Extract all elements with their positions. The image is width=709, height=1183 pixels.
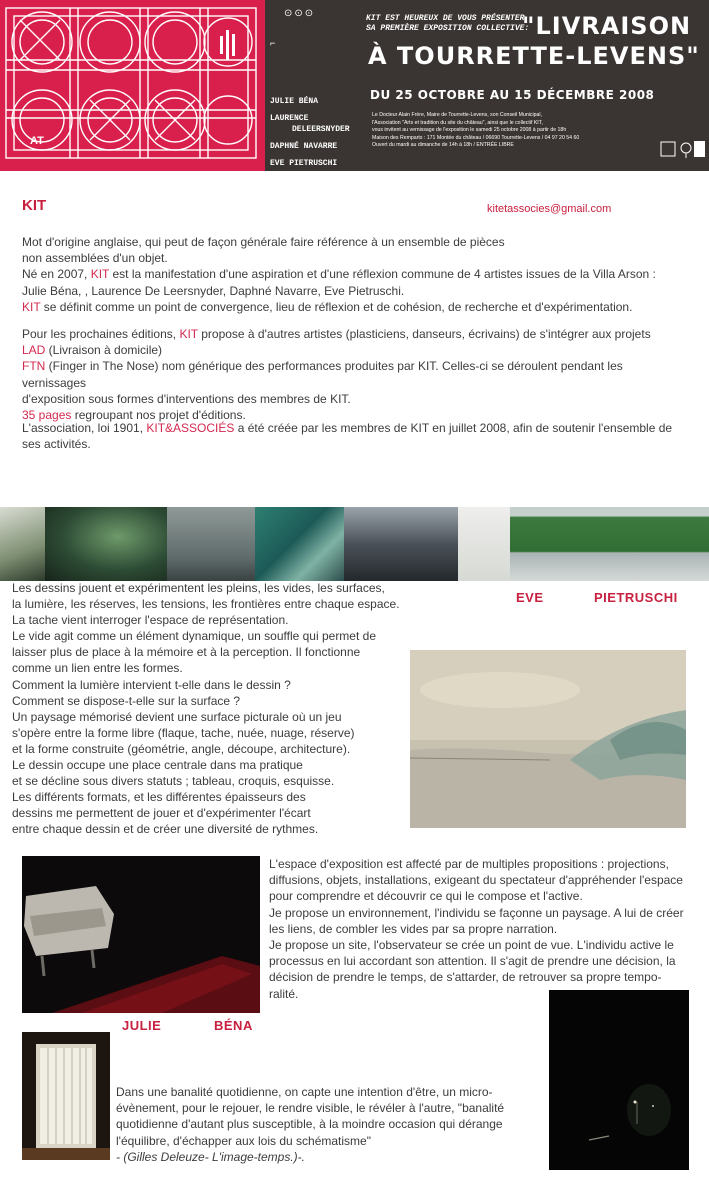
decorative-dots: ⊙⊙⊙ <box>284 8 316 19</box>
text-line: Dans une banalité quotidienne, on capte une intention d'être, un micro- <box>116 1085 493 1099</box>
invite-line: Maison des Remparts : 171 Montée du château / 06690 Tourrette-Levens / 04 97 20 54 60 <box>372 134 580 141</box>
kit-description <box>22 234 690 315</box>
logo-at-text: AT <box>30 135 44 147</box>
kit-title: KIT <box>22 197 47 214</box>
kit-association <box>22 420 690 452</box>
text-line: L'espace d'exposition est affecté par de multiples propositions : projections, <box>269 857 669 871</box>
text-line: Le vide agit comme un élément dynamique, un souffle qui permet de <box>12 629 376 644</box>
text: est la manifestation d'une aspiration et d'une réflexion commune de 4 artistes issues de la Villa Arson : <box>109 267 656 282</box>
strip-photo <box>167 507 255 581</box>
text-line: Je propose un site, l'observateur se crée un point de vue. L'individu active le <box>269 938 674 953</box>
text-line: ralité. <box>269 986 299 1001</box>
text-line: l'équilibre, d'échapper aux lois du schématisme" <box>116 1133 371 1148</box>
strip-photo <box>458 507 510 581</box>
text-line: dessins me permettent de jouer et d'expérimenter l'écart <box>12 806 311 821</box>
quote-source: - (Gilles Deleuze- L'image-temps.)-. <box>116 1149 306 1164</box>
exhibition-title-line1: "LIVRAISON <box>522 12 692 40</box>
text-line <box>22 326 690 342</box>
text-line: et la forme construite (géométrie, angle, découpe, architecture). <box>12 741 351 756</box>
text-line: Mot d'origine anglaise, qui peut de façon générale faire référence à un ensemble de pièces <box>22 235 505 249</box>
ftn-link[interactable]: FTN <box>22 359 46 374</box>
text-line: Les différents formats, et les différentes épaisseurs des <box>12 790 306 805</box>
strip-photo <box>344 507 458 581</box>
strip-photo <box>510 507 709 581</box>
text: Pour les prochaines éditions, <box>22 327 180 341</box>
julie-last-name: BÉNA <box>214 1018 253 1033</box>
text: propose à d'autres artistes (plasticiens, danseurs, écrivains) de s'intégrer aux projets <box>197 327 651 341</box>
text-line: Les dessins jouent et expérimentent les pleins, les vides, les surfaces, <box>12 581 385 595</box>
text-line: Je propose un environnement, l'individu se façonne un paysage. A lui de créer <box>269 905 684 920</box>
julie-night-photo <box>549 990 689 1170</box>
text-line: Un paysage mémorisé devient une surface picturale où un jeu <box>12 709 342 724</box>
corner-mark-icon: ⌐ <box>270 38 276 48</box>
exhibition-dates: DU 25 OCTOBRE AU 15 DÉCEMBRE 2008 <box>370 88 655 102</box>
text-line <box>22 420 690 436</box>
text-line: ses activités. <box>22 437 91 452</box>
text-line: d'exposition sous formes d'interventions des membres de KIT. <box>22 391 351 406</box>
kit-highlight: KIT <box>22 299 41 314</box>
intro-line: KIT EST HEUREUX DE VOUS PRÉSENTER <box>366 14 525 23</box>
kit-logo-panel <box>0 0 265 171</box>
artist-name: LAURENCE <box>270 114 309 123</box>
julie-statement <box>269 856 689 1002</box>
invite-line: l'Association "Arts et tradition du site du château", ainsi que le collectif KIT, <box>372 119 543 126</box>
eve-watercolor-painting <box>410 650 686 828</box>
text: (Livraison à domicile) <box>45 343 163 358</box>
text-line: décision de prendre le temps, de s'attarder, de retrouver sa propre tempo- <box>269 970 662 985</box>
intro-line: SA PREMIÈRE EXPOSITION COLLECTIVE: <box>366 24 530 33</box>
artist-name: JULIE BÉNA <box>270 97 319 106</box>
text-line: pour comprendre et découvrir ce qui le compose et l'active. <box>269 889 583 904</box>
exhibition-banner <box>0 0 709 171</box>
text: se définit comme un point de convergence, lieu de réflexion et de cohésion, de recherche et d'expérimentation. <box>40 299 633 314</box>
text-line: entre chaque dessin et de créer une diversité de rythmes. <box>12 822 319 837</box>
text-line: processus en lui accordant son attention. Il s'agit de prendre une décision, la <box>269 954 676 969</box>
text-line: Le dessin occupe une place centrale dans ma pratique <box>12 758 303 773</box>
text-line <box>22 358 690 390</box>
banner-intro <box>366 14 536 34</box>
artwork-photo-strip <box>0 507 709 581</box>
text: a été créée par les membres de KIT en juillet 2008, afin de soutenir l'ensemble de <box>234 421 673 435</box>
text-line <box>22 342 690 358</box>
julie-installation-photo <box>22 856 260 1013</box>
35-pages-link[interactable]: 35 pages <box>22 408 72 423</box>
text: (Finger in The Nose) nom générique des performances produites par KIT. Celles-ci se déroulent pendant les vernissages <box>22 359 623 390</box>
text: regroupant nos projet d'éditions. <box>71 408 246 423</box>
text-line: Comment se dispose-t-elle sur la surface ? <box>12 693 241 708</box>
kit-projects <box>22 326 690 423</box>
lad-link[interactable]: LAD <box>22 343 46 358</box>
text-line: la lumière, les réserves, les tensions, les frontières entre chaque espace. <box>12 597 400 612</box>
text-line: Comment la lumière intervient t-elle dans le dessin ? <box>12 677 291 692</box>
text-line: La tache vient interroger l'espace de représentation. <box>12 613 289 628</box>
kit-highlight: KIT <box>90 267 110 282</box>
julie-first-name: JULIE <box>122 1018 162 1033</box>
sponsor-logos <box>660 138 706 160</box>
text-line: non assemblées d'un objet. <box>22 251 168 266</box>
invite-line: vous invitent au vernissage de l'exposition le samedi 25 octobre 2008 à partir de 18h <box>372 127 567 134</box>
artist-name: DAPHNÉ NAVARRE <box>270 142 338 151</box>
text-line: comme un lien entre les formes. <box>12 661 183 676</box>
invite-line: Le Docteur Alain Frère, Maire de Tourrette-Levens, son Conseil Municipal, <box>372 112 543 118</box>
eve-statement <box>12 580 400 838</box>
text-line: Julie Béna, , Laurence De Leersnyder, Daphné Navarre, Eve Pietruschi. <box>22 283 405 298</box>
julie-quote <box>116 1084 521 1165</box>
invite-line: Ouvert du mardi au dimanche de 14h à 18h / ENTRÉE LIBRE <box>372 142 514 149</box>
julie-curtain-photo <box>22 1032 110 1160</box>
eve-last-name: PIETRUSCHI <box>594 590 678 605</box>
text-line: évènement, pour le rejouer, le rendre visible, le révéler à l'autre, "banalité <box>116 1101 505 1116</box>
invitation-text <box>372 112 662 150</box>
kit-highlight: KIT <box>179 327 198 341</box>
text-line: s'opère entre la forme libre (flaque, tache, nuée, nuage, réserve) <box>12 725 355 740</box>
exhibition-title-line2: À TOURRETTE-LEVENS" <box>368 42 700 70</box>
artist-name: DELEERSNYDER <box>292 125 350 134</box>
artist-name: EVE PIETRUSCHI <box>270 159 338 168</box>
strip-photo <box>45 507 167 581</box>
text-line: diffusions, objets, installations, exigeant du spectateur d'appréhender l'espace <box>269 873 683 888</box>
kit-email-link[interactable]: kitetassocies@gmail.com <box>487 203 612 215</box>
text-line: et se décline sous divers statuts ; tableau, croquis, esquisse. <box>12 774 335 789</box>
strip-photo <box>255 507 344 581</box>
strip-photo <box>0 507 45 581</box>
text-line: laisser plus de place à la mémoire et à la perception. Il fonctionne <box>12 645 361 660</box>
text-line: quotidienne d'autant plus susceptible, à la moindre occasion qui dérange <box>116 1117 503 1132</box>
kit-associes-link[interactable]: KIT&ASSOCIÉS <box>146 421 235 435</box>
banner-artist-list <box>270 96 360 171</box>
text: Né en 2007, <box>22 267 91 282</box>
text-line: les liens, de combler les vides par sa propre narration. <box>269 921 558 936</box>
eve-first-name: EVE <box>516 590 544 605</box>
text-line <box>22 266 690 282</box>
text-line <box>22 299 690 315</box>
text: L'association, loi 1901, <box>22 421 147 435</box>
